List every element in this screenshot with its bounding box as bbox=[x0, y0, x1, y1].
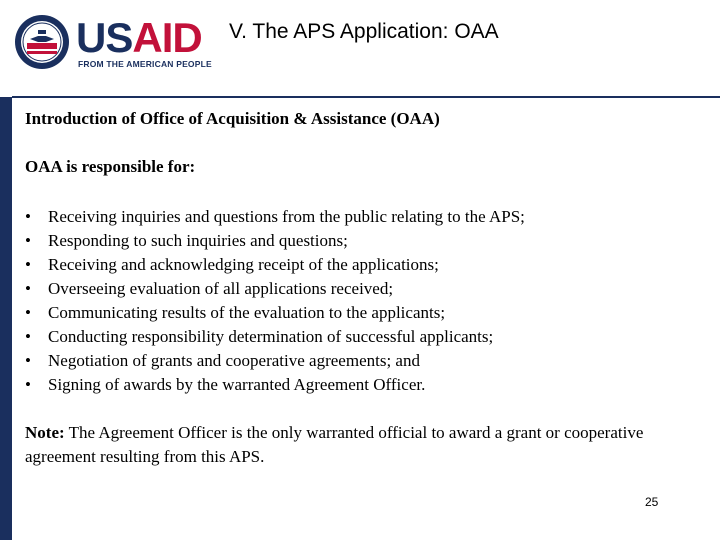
list-item: • Communicating results of the evaluation to the applicants; bbox=[25, 301, 525, 325]
list-item: • Receiving inquiries and questions from the public relating to the APS; bbox=[25, 205, 525, 229]
logo-wordmark: USAID bbox=[76, 14, 202, 61]
list-item: • Responding to such inquiries and questions; bbox=[25, 229, 525, 253]
bullet-icon: • bbox=[25, 303, 31, 322]
bullet-icon: • bbox=[25, 207, 31, 226]
usaid-logo bbox=[12, 12, 212, 74]
bullet-icon: • bbox=[25, 255, 31, 274]
left-accent-bar bbox=[0, 97, 12, 540]
bullet-icon: • bbox=[25, 351, 31, 370]
note-paragraph bbox=[25, 421, 685, 469]
responsibility-heading: OAA is responsible for: bbox=[25, 157, 196, 176]
note-text: The Agreement Officer is the only warranted official to award a grant or cooperative agreement resulting from this APS. bbox=[25, 423, 644, 466]
logo-tagline: FROM THE AMERICAN PEOPLE bbox=[78, 59, 212, 69]
list-item: • Overseeing evaluation of all applications received; bbox=[25, 277, 525, 301]
list-item: • Negotiation of grants and cooperative agreements; and bbox=[25, 349, 525, 373]
bullet-icon: • bbox=[25, 327, 31, 346]
bullet-icon: • bbox=[25, 279, 31, 298]
header-divider bbox=[12, 96, 720, 98]
list-item: • Receiving and acknowledging receipt of the applications; bbox=[25, 253, 525, 277]
bullet-icon: • bbox=[25, 231, 31, 250]
slide-title: V. The APS Application: OAA bbox=[229, 20, 499, 43]
list-item: • Conducting responsibility determination of successful applicants; bbox=[25, 325, 525, 349]
bullet-icon: • bbox=[25, 375, 31, 394]
usaid-seal-icon bbox=[12, 12, 72, 72]
intro-heading: Introduction of Office of Acquisition & Assistance (OAA) bbox=[25, 109, 440, 128]
responsibility-list bbox=[25, 205, 525, 397]
page-number: 25 bbox=[645, 495, 659, 509]
note-label: Note: bbox=[25, 423, 65, 442]
list-item: • Signing of awards by the warranted Agreement Officer. bbox=[25, 373, 525, 397]
